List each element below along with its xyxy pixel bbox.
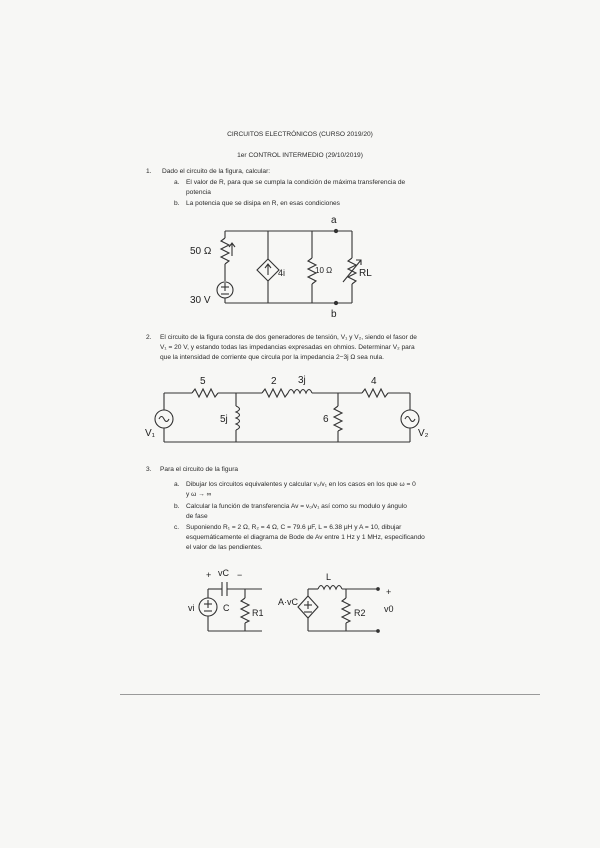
- figure-2-circuit: [155, 389, 419, 442]
- fig3-label-avc: A·vC: [278, 597, 298, 607]
- fig3-label-l: L: [326, 572, 332, 582]
- q1-b-marker: b.: [174, 200, 180, 207]
- fig2-label-v1: V₁: [145, 428, 156, 439]
- q2-line3: que la intensidad de corriente que circula por la impedancia 2−3j Ω sea nula.: [160, 354, 384, 361]
- q3-b-text: Calcular la función de transferencia Av = v₀/v₁ así como su modulo y ángulo: [186, 503, 407, 510]
- resistor-4-icon: [362, 389, 388, 397]
- fig3-label-plus-vc: +: [206, 570, 212, 580]
- fig3-label-v0: v0: [384, 604, 394, 614]
- resistor-r2-icon: [342, 598, 350, 623]
- exam-title: CIRCUITOS ELECTRÓNICOS (CURSO 2019/20): [227, 131, 373, 138]
- fig2-label-v2: V₂: [418, 428, 429, 439]
- q1-a-marker: a.: [174, 179, 180, 186]
- q3-a-text: Dibujar los circuitos equivalentes y calcular v₀/v₁ en los casos en los que ω = 0: [186, 481, 416, 488]
- q3-c-text2: esquemáticamente el diagrama de Bode de Av entre 1 Hz y 1 MHz, especificando: [186, 534, 425, 541]
- q2-line1: El circuito de la figura consta de dos generadores de tensión, V₁ y V₂, siendo el fasor de: [160, 334, 417, 341]
- fig1-label-50ohm: 50 Ω: [190, 246, 212, 257]
- resistor-50-icon: [221, 238, 229, 264]
- q1-b-text: La potencia que se disipa en R, en esas condiciones: [186, 200, 340, 207]
- inductor-3j-icon: [288, 390, 312, 394]
- inductor-5j-icon: [236, 406, 240, 430]
- fig2-label-3j: 3j: [298, 375, 306, 386]
- fig3-label-vi: vi: [188, 603, 195, 613]
- fig1-label-b: b: [331, 309, 337, 320]
- fig2-label-5: 5: [200, 376, 206, 387]
- fig3-label-r2: R2: [354, 608, 366, 618]
- q3-a-text2: y ω → ∞: [186, 491, 212, 498]
- fig3-label-minus-vc: −: [237, 570, 243, 580]
- fig1-label-a: a: [331, 215, 337, 226]
- q3-b-marker: b.: [174, 503, 180, 510]
- q3-c-text3: el valor de las pendientes.: [186, 544, 263, 551]
- fig3-label-plus-out: +: [386, 587, 392, 597]
- fig2-label-2: 2: [271, 376, 277, 387]
- fig3-label-r1: R1: [252, 608, 264, 618]
- q3-c-text: Suponiendo R₁ = 2 Ω, R₂ = 4 Ω, C = 79.6 μF, L = 6.38 μH y A = 10, dibujar: [186, 524, 402, 531]
- fig3-label-vc: vC: [218, 568, 229, 578]
- fig1-label-30v: 30 V: [190, 295, 211, 306]
- resistor-5-icon: [192, 389, 218, 397]
- q3-c-marker: c.: [174, 524, 180, 531]
- fig2-label-4: 4: [371, 376, 377, 387]
- exam-subtitle: 1er CONTROL INTERMEDIO (29/10/2019): [237, 152, 363, 159]
- figure-1-circuit: [217, 229, 361, 304]
- q1-number: 1.: [146, 168, 152, 175]
- scan-rule-line: [120, 694, 540, 695]
- fig1-label-4i: 4i: [278, 268, 286, 278]
- resistor-r1-icon: [241, 598, 249, 623]
- fig2-label-6: 6: [323, 414, 329, 425]
- fig1-label-rl: RL: [359, 268, 372, 279]
- resistor-2-icon: [262, 389, 288, 397]
- fig1-label-10ohm: 10 Ω: [315, 266, 333, 275]
- fig2-label-5j: 5j: [220, 414, 228, 425]
- q2-number: 2.: [146, 334, 152, 341]
- q3-a-marker: a.: [174, 481, 180, 488]
- inductor-l-icon: [318, 586, 342, 590]
- q1-a-text2: potencia: [186, 189, 211, 196]
- q3-b-text2: de fase: [186, 513, 208, 520]
- q2-line2: V₁ = 20 V, y estando todas las impedancias expresadas en ohmios. Determinar V₂ para: [160, 344, 415, 351]
- q3-stem: Para el circuito de la figura: [160, 466, 239, 473]
- q1-stem: Dado el circuito de la figura, calcular:: [162, 168, 271, 175]
- node-b-icon: [334, 301, 337, 304]
- resistor-6-icon: [334, 406, 342, 431]
- node-a-icon: [334, 229, 337, 232]
- q1-a-text: El valor de R, para que se cumpla la condición de máxima transferencia de: [186, 179, 406, 186]
- q3-number: 3.: [146, 466, 152, 473]
- fig3-label-c: C: [223, 603, 230, 613]
